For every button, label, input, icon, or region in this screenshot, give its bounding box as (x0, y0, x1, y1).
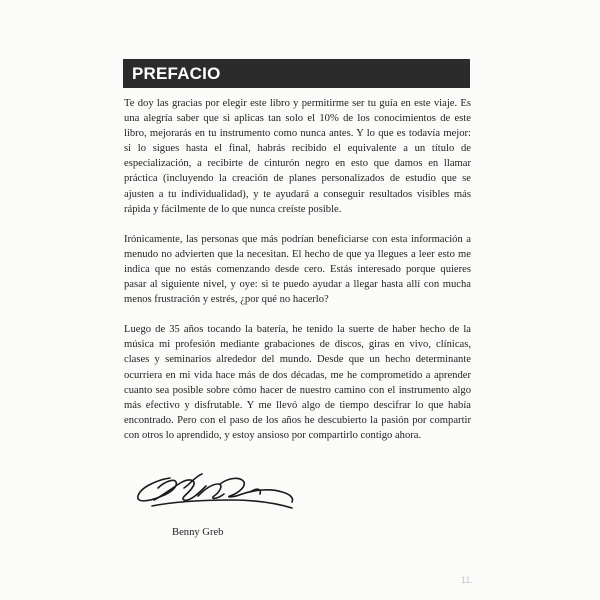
handwritten-signature (132, 466, 302, 522)
section-header-bar (123, 59, 470, 88)
section-title: PREFACIO (132, 63, 221, 83)
paragraph-3: Luego de 35 años tocando la batería, he tenido la suerte de haber hecho de la música mi profesión mediante grabaciones de discos, giras en vivo, clínicas, clases y seminarios alrededor del mundo. Desde que un hecho determinante ocurriera en mi vida hace más de dos décadas, me he comprometido a aprender cuanto sea posible sobre cómo hacer de nuestro camino con el instrumento algo más efectivo y disfrutable. Y me llevó algo de tiempo descifrar lo que había encontrado. Pero con el paso de los años he descubierto la pasión por compartir con otros lo aprendido, y estoy ansioso por compartirlo contigo ahora. (124, 324, 471, 441)
preface-body (124, 96, 471, 443)
paragraph-1: Te doy las gracias por elegir este libro y permitirme ser tu guía en este viaje. Es una alegría saber que si aplicas tan solo el 10% de los conocimientos de este libro, mejorarás en tu instrumento como nunca antes. Y lo que es todavía mejor: si lo sigues hasta el final, habrás recibido el equivalente a un título de especialización, a recibirte de cinturón negro en esto que damos en llamar práctica (incluyendo la creación de planes personalizados de estudio que se ajusten a tu individualidad), y te ayudará a conseguir resultados visibles más rápida y fácilmente de lo que nunca creíste posible. (124, 98, 471, 215)
page-number: 11. (461, 575, 473, 585)
author-name: Benny Greb (172, 527, 224, 538)
paragraph-2: Irónicamente, las personas que más podrían beneficiarse con esta información a menudo no advierten que la necesitan. El hecho de que ya llegues a leer esto me indica que no estás comenzando desde cero. Estás interesado porque quieres pasar al siguiente nivel, y oye: si te puedo ayudar a llegar hasta allí con mucha menos frustración y estrés, ¿por qué no hacerlo? (124, 233, 471, 306)
